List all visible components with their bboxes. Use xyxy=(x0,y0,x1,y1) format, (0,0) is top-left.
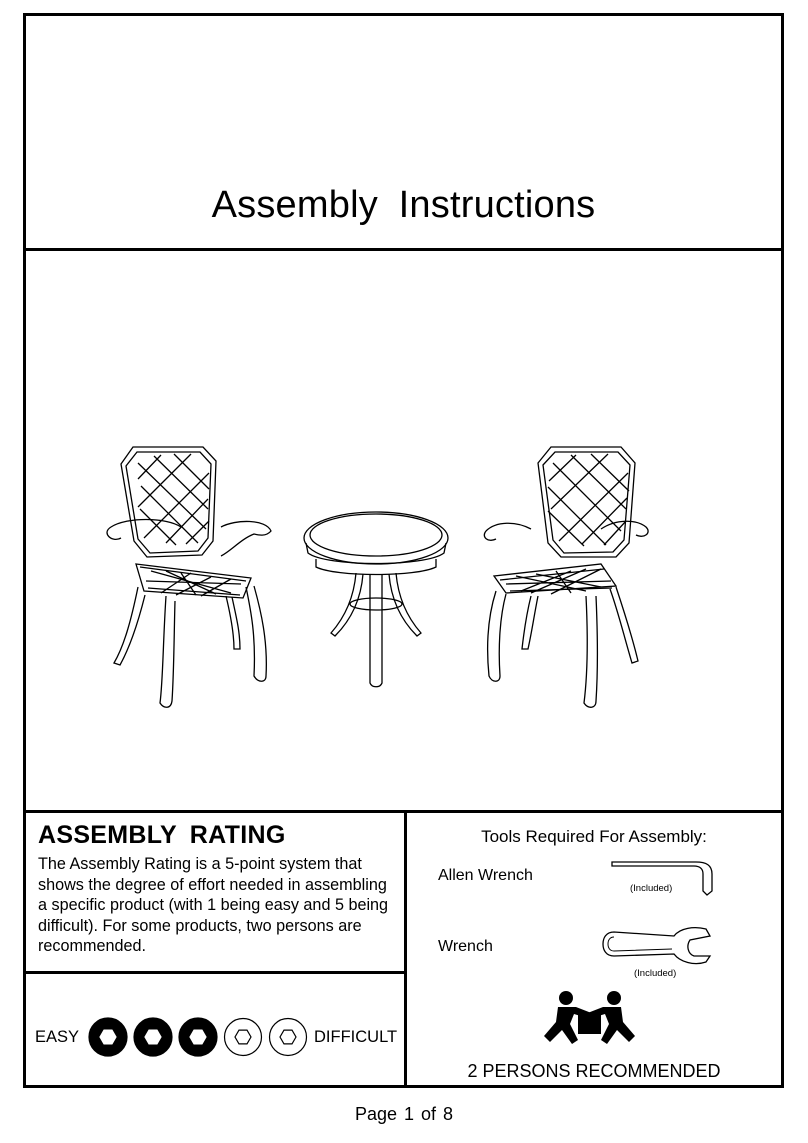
page-number: Page 1 of 8 xyxy=(354,1104,454,1124)
title-band xyxy=(26,16,781,251)
wrench-note: (Included) xyxy=(634,968,677,979)
rating-dot-filled xyxy=(89,1018,127,1056)
allen-wrench-note: (Included) xyxy=(630,883,673,894)
rating-scale xyxy=(26,974,404,1085)
tools-title: Tools Required For Assembly: xyxy=(481,827,707,846)
rating-dot-filled xyxy=(134,1018,172,1056)
page-title: Assembly Instructions xyxy=(211,184,596,226)
rating-dot-empty xyxy=(225,1019,262,1056)
rating-dot-empty xyxy=(270,1019,307,1056)
easy-label: EASY xyxy=(35,1028,80,1046)
wrench-label: Wrench xyxy=(438,938,493,955)
rating-description: The Assembly Rating is a 5-point system that shows the degree of effort needed in assembling a specific product (with 1 being easy and 5 being difficult). For some products, two persons are recommended. xyxy=(38,855,389,955)
persons-recommended: 2 PERSONS RECOMMENDED xyxy=(467,1061,721,1081)
bistro-table-drawing xyxy=(304,512,448,687)
rating-heading: ASSEMBLY RATING xyxy=(38,821,286,849)
tools-column xyxy=(407,813,781,1085)
rating-dots xyxy=(87,1015,327,1059)
info-section xyxy=(26,810,781,1085)
difficult-label: DIFFICULT xyxy=(314,1028,398,1046)
allen-wrench-label: Allen Wrench xyxy=(438,867,533,884)
rating-column xyxy=(26,813,407,1085)
right-chair-drawing xyxy=(484,447,648,707)
rating-info xyxy=(26,813,404,974)
left-chair-drawing xyxy=(107,447,271,707)
rating-dot-filled xyxy=(179,1018,217,1056)
page-frame xyxy=(23,13,784,1088)
product-illustration xyxy=(26,251,781,810)
two-persons-lifting-icon xyxy=(542,990,637,1048)
wrench-icon xyxy=(602,926,714,968)
